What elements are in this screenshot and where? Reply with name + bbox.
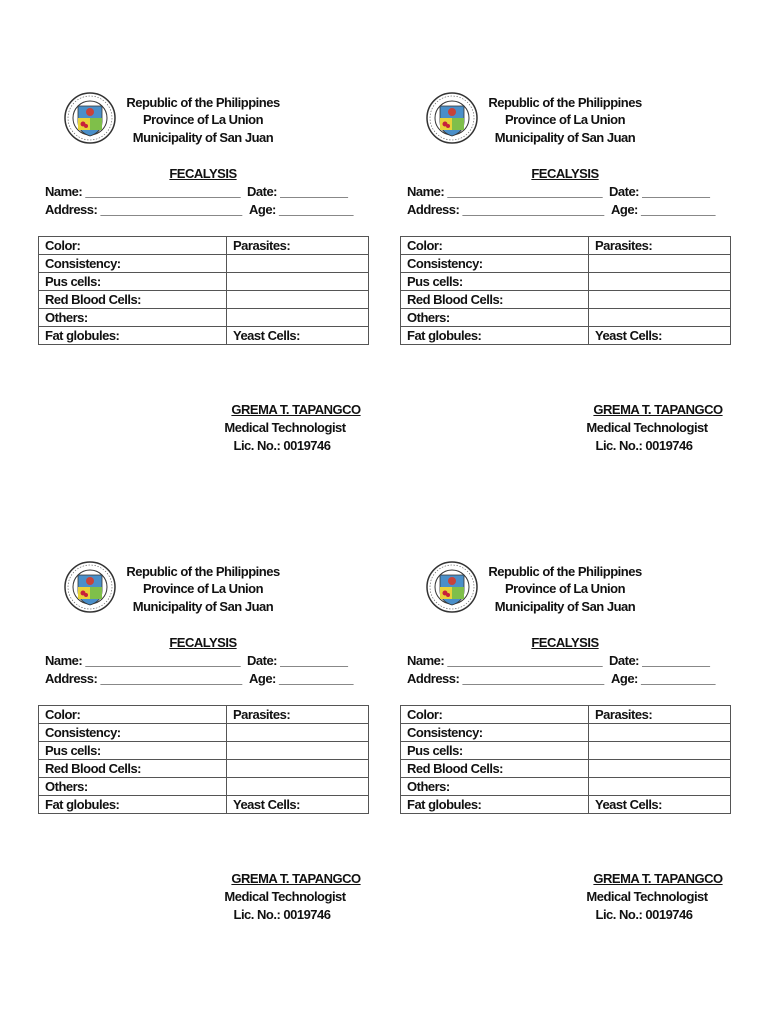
result-label-cell[interactable]: Color: [39,237,227,255]
fecalysis-form [400,555,740,922]
results-table [400,705,731,814]
header-republic: Republic of the Philippines [126,95,280,110]
result-right-cell[interactable]: Yeast Cells: [589,796,731,814]
result-right-cell[interactable]: Yeast Cells: [227,327,369,345]
form-title: FECALYSIS [531,635,599,650]
result-label-cell[interactable]: Red Blood Cells: [401,760,589,778]
address-field[interactable]: Address: _____________________ [407,671,604,686]
table-row [401,255,731,273]
name-field[interactable]: Name: _______________________ [407,653,603,668]
form-title: FECALYSIS [531,166,599,181]
date-field[interactable]: Date: __________ [247,653,348,668]
signatory-name: GREMA T. TAPANGCO [593,402,723,417]
result-right-cell[interactable] [227,742,369,760]
result-right-cell[interactable] [589,273,731,291]
table-row [401,327,731,345]
result-label-cell[interactable]: Others: [401,778,589,796]
result-label-cell[interactable]: Fat globules: [39,327,227,345]
municipal-seal-logo [64,561,116,613]
table-row [401,796,731,814]
age-field[interactable]: Age: ___________ [611,202,716,217]
result-right-cell[interactable] [589,291,731,309]
result-right-cell[interactable]: Yeast Cells: [227,796,369,814]
table-row [39,778,369,796]
table-row [39,724,369,742]
result-right-cell[interactable]: Parasites: [589,237,731,255]
table-row [401,291,731,309]
table-row [39,742,369,760]
table-row [39,309,369,327]
signatory-position: Medical Technologist [224,420,346,435]
date-field[interactable]: Date: __________ [609,653,710,668]
name-field[interactable]: Name: _______________________ [45,184,241,199]
table-row [39,796,369,814]
result-label-cell[interactable]: Fat globules: [39,796,227,814]
fecalysis-form [38,86,378,453]
table-row [39,760,369,778]
municipal-seal-logo [426,92,478,144]
table-row [39,255,369,273]
result-label-cell[interactable]: Color: [39,706,227,724]
address-field[interactable]: Address: _____________________ [407,202,604,217]
fecalysis-form [38,555,378,922]
result-label-cell[interactable]: Color: [401,706,589,724]
result-right-cell[interactable] [227,255,369,273]
header-province: Province of La Union [142,112,264,127]
results-table [38,236,369,345]
header-municipality: Municipality of San Juan [132,130,274,145]
municipal-seal-logo [426,561,478,613]
result-right-cell[interactable]: Parasites: [589,706,731,724]
signatory-name: GREMA T. TAPANGCO [231,871,361,886]
result-right-cell[interactable] [589,309,731,327]
result-right-cell[interactable] [227,309,369,327]
date-field[interactable]: Date: __________ [609,184,710,199]
result-right-cell[interactable] [589,255,731,273]
table-row [401,724,731,742]
result-right-cell[interactable] [589,778,731,796]
result-right-cell[interactable] [227,291,369,309]
result-label-cell[interactable]: Fat globules: [401,327,589,345]
address-field[interactable]: Address: _____________________ [45,671,242,686]
header-municipality: Municipality of San Juan [494,130,636,145]
header-province: Province of La Union [142,581,264,596]
result-label-cell[interactable]: Consistency: [39,724,227,742]
signatory-name: GREMA T. TAPANGCO [231,402,361,417]
municipal-seal-logo [64,92,116,144]
table-row [401,273,731,291]
name-field[interactable]: Name: _______________________ [45,653,241,668]
signatory-position: Medical Technologist [586,889,708,904]
header-republic: Republic of the Philippines [488,95,642,110]
signatory-position: Medical Technologist [224,889,346,904]
results-table [400,236,731,345]
result-label-cell[interactable]: Color: [401,237,589,255]
result-right-cell[interactable]: Parasites: [227,706,369,724]
table-row [401,778,731,796]
table-row [401,237,731,255]
table-row [39,273,369,291]
result-label-cell[interactable]: Red Blood Cells: [39,291,227,309]
result-label-cell[interactable]: Red Blood Cells: [39,760,227,778]
result-label-cell[interactable]: Fat globules: [401,796,589,814]
result-label-cell[interactable]: Consistency: [401,724,589,742]
form-title: FECALYSIS [169,166,237,181]
signatory-license: Lic. No.: 0019746 [595,438,693,453]
header-province: Province of La Union [504,581,626,596]
result-right-cell[interactable] [589,760,731,778]
result-right-cell[interactable] [227,760,369,778]
result-right-cell[interactable]: Yeast Cells: [589,327,731,345]
signatory-position: Medical Technologist [586,420,708,435]
age-field[interactable]: Age: ___________ [611,671,716,686]
table-row [39,327,369,345]
date-field[interactable]: Date: __________ [247,184,348,199]
header-republic: Republic of the Philippines [488,564,642,579]
result-label-cell[interactable]: Pus cells: [39,742,227,760]
result-label-cell[interactable]: Pus cells: [401,742,589,760]
results-table [38,705,369,814]
table-row [39,706,369,724]
signatory-name: GREMA T. TAPANGCO [593,871,723,886]
result-label-cell[interactable]: Pus cells: [401,273,589,291]
form-title: FECALYSIS [169,635,237,650]
result-label-cell[interactable]: Others: [401,309,589,327]
header-municipality: Municipality of San Juan [494,599,636,614]
signatory-license: Lic. No.: 0019746 [233,907,331,922]
table-row [401,760,731,778]
result-label-cell[interactable]: Consistency: [401,255,589,273]
result-label-cell[interactable]: Consistency: [39,255,227,273]
result-label-cell[interactable]: Pus cells: [39,273,227,291]
table-row [39,291,369,309]
result-right-cell[interactable] [589,742,731,760]
result-right-cell[interactable] [227,273,369,291]
age-field[interactable]: Age: ___________ [249,202,354,217]
name-field[interactable]: Name: _______________________ [407,184,603,199]
result-label-cell[interactable]: Red Blood Cells: [401,291,589,309]
age-field[interactable]: Age: ___________ [249,671,354,686]
result-right-cell[interactable] [227,778,369,796]
result-label-cell[interactable]: Others: [39,778,227,796]
fecalysis-form [400,86,740,453]
header-province: Province of La Union [504,112,626,127]
signatory-license: Lic. No.: 0019746 [595,907,693,922]
header-municipality: Municipality of San Juan [132,599,274,614]
table-row [401,309,731,327]
result-right-cell[interactable] [589,724,731,742]
address-field[interactable]: Address: _____________________ [45,202,242,217]
table-row [401,742,731,760]
result-right-cell[interactable] [227,724,369,742]
result-right-cell[interactable]: Parasites: [227,237,369,255]
signatory-license: Lic. No.: 0019746 [233,438,331,453]
header-republic: Republic of the Philippines [126,564,280,579]
table-row [401,706,731,724]
table-row [39,237,369,255]
result-label-cell[interactable]: Others: [39,309,227,327]
